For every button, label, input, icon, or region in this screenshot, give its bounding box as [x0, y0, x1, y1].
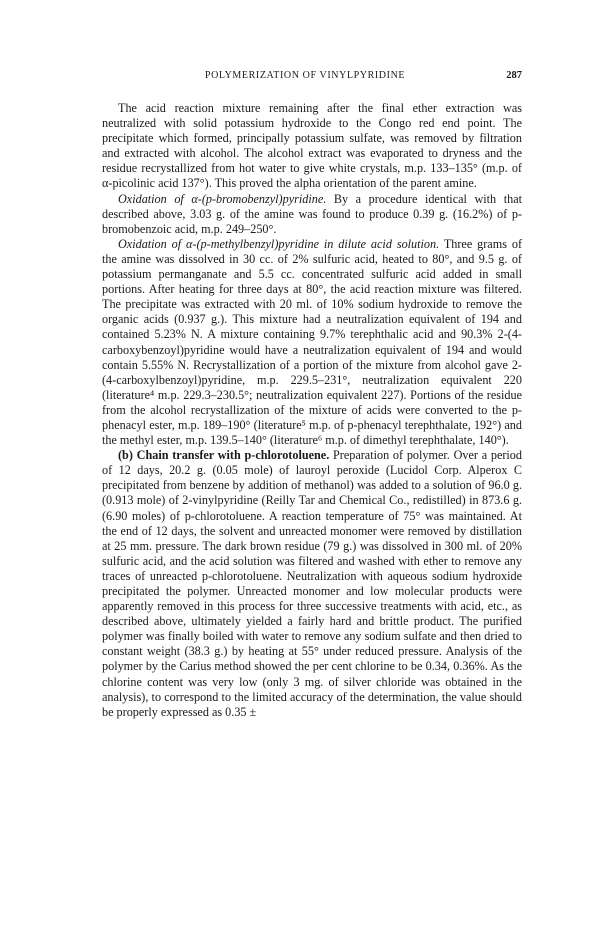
paragraph-acid-mixture [102, 101, 522, 192]
paragraph-text: Preparation of polymer. Over a period of 12 days, 20.2 g. (0.05 mole) of lauroyl peroxide (Lucidol Corp. Alperox C precipitated from benzene by addition of methanol) was added to a solution of 96.0 g. (0.913 mole) of 2-vinylpyridine (Reilly Tar and Chemical Co., redistilled) in 873.6 g. (6.90 moles) of p-chlorotoluene. A reaction temperature of 75° was maintained. At the end of 12 days, the solvent and unreacted monomer were removed by distillation at 25 mm. pressure. The dark brown residue (79 g.) was dissolved in 300 ml. of 20% sulfuric acid, and the acid solution was filtered and washed with ether to remove any traces of unreacted p-chlorotoluene. Neutralization with aqueous sodium hydroxide precipitated the polymer. Unreacted monomer and low molecular products were apparently removed in this process for three successive treatments with acid, etc., as described above, ultimately yielded a fairly hard and brittle product. The purified polymer was finally boiled with water to remove any sodium sulfate and then dried to constant weight (38.3 g.) by heating at 55° under reduced pressure. Analysis of the polymer by the Carius method showed the per cent chlorine to be 0.34, 0.36%. As the chlorine content was very low (only 3 mg. of silver chloride was obtained in the analysis), to correspond to the limited accuracy of the determination, the value should be properly expressed as 0.35 ± [102, 448, 522, 719]
paragraph-methylbenzyl-oxidation [102, 237, 522, 448]
page-number: 287 [506, 70, 522, 81]
section-heading-bromobenzyl: Oxidation of α-(p-bromobenzyl)pyridine. [118, 191, 327, 206]
running-title: POLYMERIZATION OF VINYLPYRIDINE [204, 70, 406, 81]
paragraph-text: Three grams of the amine was dissolved in 30 cc. of 2% sulfuric acid, heated to 80°, and 9.5 g. of potassium permanganate and 5.5 cc. concentrated sulfuric acid added in small portions. After heating for three days at 80°, the acid reaction mixture was filtered. The precipitate was extracted with 20 ml. of 10% sodium hydroxide to remove the organic acids (0.937 g.). This mixture had a neutralization equivalent of 194 and contained 5.23% N. A mixture containing 9.7% terephthalic acid and 90.3% 2-(4-carboxybenzoyl)pyridine would have a neutralization equivalent of 194 and would contain 5.55% N. Recrystallization of a portion of the mixture from alcohol gave 2-(4-carboxylbenzoyl)pyridine, m.p. 229.5–231°, neutralization equivalent 220 (literature⁴ m.p. 229.3–230.5°; neutralization equivalent 227). Portions of the residue from the alcohol recrystallization of the mixture of acids were converted to the p-phenacyl ester, m.p. 189–190° (literature⁵ m.p. of p-phenacyl terephthalate, 192°) and the methyl ester, m.p. 139.5–140° (literature⁶ m.p. of dimethyl terephthalate, 140°). [102, 236, 522, 448]
body-text [102, 101, 522, 720]
section-heading-methylbenzyl: Oxidation of α-(p-methylbenzyl)pyridine in dilute acid solution. [118, 236, 440, 251]
paragraph-text: By a procedure identical with that described above, 3.03 g. of the amine was found to produce 0.39 g. (16.2%) of p-bromobenzoic acid, m.p. 249–250°. [102, 191, 522, 236]
section-heading-chain-transfer: (b) Chain transfer with p-chlorotoluene. [118, 448, 330, 463]
paragraph-chain-transfer [102, 448, 522, 720]
paragraph-bromobenzyl-oxidation [102, 192, 522, 237]
paragraph-text: The acid reaction mixture remaining after the final ether extraction was neutralized with solid potassium hydroxide to the Congo red end point. The precipitate which formed, principally potassium sulfate, was removed by filtration and extracted with alcohol. The alcohol extract was evaporated to dryness and the residue recrystallized from hot water to give white crystals, m.p. 133–135° (m.p. of α-picolinic acid 137°). This proved the alpha orientation of the parent amine. [102, 101, 522, 191]
